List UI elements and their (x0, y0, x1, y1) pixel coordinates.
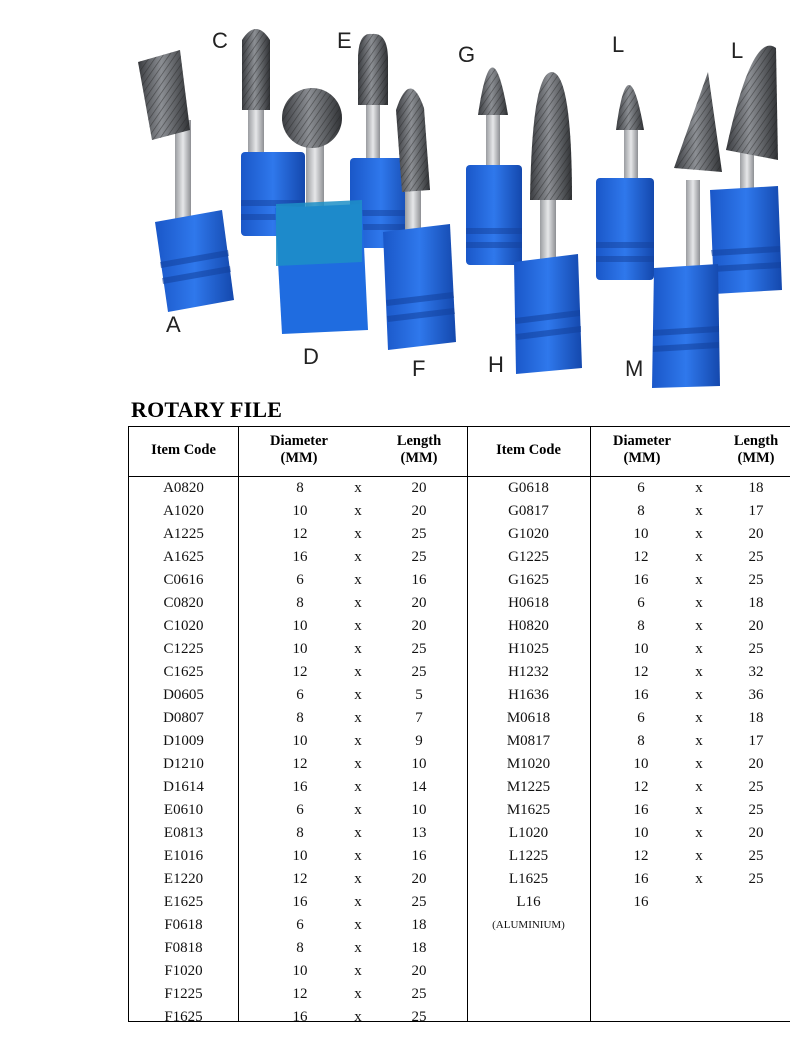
cell-times: x (354, 480, 362, 496)
cell-item-code: D0807 (163, 710, 204, 726)
cell-item-code: H1025 (508, 641, 549, 657)
cell-item-code: D0605 (163, 687, 204, 703)
cell-item-code: E0610 (163, 802, 204, 818)
cell-length: 25 (748, 572, 764, 588)
cell-length: 32 (748, 664, 764, 680)
cell-times: x (354, 572, 362, 588)
cell-diameter: 16 (633, 572, 649, 588)
cell-length: 16 (411, 572, 427, 588)
cell-diameter: 10 (633, 526, 649, 542)
header-length-left (381, 433, 457, 467)
cell-diameter: 8 (637, 733, 645, 749)
cell-times: x (354, 503, 362, 519)
cell-diameter: 12 (633, 779, 649, 795)
burr-l-left (596, 85, 654, 280)
cell-diameter: 8 (296, 480, 304, 496)
cell-length: 18 (748, 480, 764, 496)
cell-item-code: L16 (516, 894, 541, 910)
cell-diameter: 16 (292, 1009, 308, 1025)
cell-times: x (354, 664, 362, 680)
cell-length: 25 (411, 664, 427, 680)
header-diameter-unit: (MM) (623, 450, 661, 466)
header-length-label: Length (396, 433, 442, 449)
cell-item-code: H0820 (508, 618, 549, 634)
cell-times (684, 914, 714, 937)
photo-letter-c: C (212, 28, 228, 53)
cell-item-code: M1625 (506, 802, 551, 818)
cell-item-code: L1225 (508, 848, 549, 864)
cell-item-code: E1016 (163, 848, 204, 864)
cell-length: 20 (411, 618, 427, 634)
cell-diameter: 16 (292, 779, 308, 795)
cell-length: 18 (411, 940, 427, 956)
cell-length: 25 (748, 779, 764, 795)
cell-times: x (695, 664, 703, 680)
cell-diameter: 10 (292, 618, 308, 634)
cell-item-code: M0618 (506, 710, 551, 726)
cell-item-code: A1225 (163, 526, 204, 542)
cell-times: x (695, 618, 703, 634)
cell-item-code: M1225 (506, 779, 551, 795)
cell-diameter: 12 (292, 526, 308, 542)
cell-times: x (695, 871, 703, 887)
cell-diameter: 8 (637, 618, 645, 634)
cell-diameter: 10 (633, 756, 649, 772)
cell-times: x (695, 549, 703, 565)
cell-length (721, 914, 790, 937)
cell-length: 20 (748, 825, 764, 841)
cell-item-code: A0820 (163, 480, 204, 496)
cell-diameter: 10 (633, 825, 649, 841)
photo-letter-f: F (412, 356, 426, 381)
cell-diameter: 16 (633, 871, 649, 887)
cell-diameter: 10 (292, 848, 308, 864)
cell-times: x (354, 871, 362, 887)
cell-item-code: G1625 (508, 572, 549, 588)
cell-times: x (354, 802, 362, 818)
cell-diameter: 6 (637, 710, 645, 726)
cell-length: 10 (411, 802, 427, 818)
cell-item-code: M0817 (506, 733, 551, 749)
photo-letter-m: M (625, 356, 644, 381)
cell-times: x (354, 733, 362, 749)
cell-length: 18 (411, 917, 427, 933)
cell-item-code: H0618 (508, 595, 549, 611)
cell-times: x (695, 687, 703, 703)
cell-diameter: 10 (292, 641, 308, 657)
cell-length: 17 (748, 503, 764, 519)
cell-item-code: E0813 (163, 825, 204, 841)
cell-diameter: 12 (292, 986, 308, 1002)
cell-diameter: 16 (292, 549, 308, 565)
header-diameter-left (251, 433, 347, 467)
header-diameter-label: Diameter (613, 433, 671, 449)
cell-length: 36 (748, 687, 764, 703)
cell-times: x (695, 733, 703, 749)
cell-length: 20 (748, 618, 764, 634)
cell-diameter: 6 (637, 480, 645, 496)
cell-item-code: C0616 (163, 572, 204, 588)
cell-item-code: G1020 (508, 526, 549, 542)
cell-length: 25 (748, 802, 764, 818)
cell-length (721, 891, 790, 914)
cell-diameter: 6 (637, 595, 645, 611)
burr-m (652, 72, 722, 388)
col-divider (590, 427, 591, 1021)
cell-times: x (354, 641, 362, 657)
photo-letter-e: E (337, 28, 352, 53)
cell-times: x (354, 894, 362, 910)
page-title: ROTARY FILE (131, 397, 283, 422)
cell-length: 20 (411, 595, 427, 611)
cell-times: x (695, 802, 703, 818)
cell-diameter: 12 (292, 756, 308, 772)
photo-letter-d: D (303, 344, 319, 369)
cell-times: x (354, 963, 362, 979)
cell-item-code: F0818 (164, 940, 203, 956)
cell-item-code: A1625 (163, 549, 204, 565)
cell-times: x (354, 756, 362, 772)
cell-times: x (354, 917, 362, 933)
photo-letter-l-left: L (612, 32, 625, 57)
cell-diameter: 10 (292, 503, 308, 519)
cell-diameter: 8 (296, 595, 304, 611)
cell-length: 25 (411, 641, 427, 657)
cell-item-code: E1625 (163, 894, 204, 910)
cell-length: 10 (411, 756, 427, 772)
cell-length: 5 (415, 687, 423, 703)
cell-length: 20 (411, 871, 427, 887)
cell-length: 25 (411, 986, 427, 1002)
cell-times: x (354, 825, 362, 841)
cell-length: 7 (415, 710, 423, 726)
header-length-label: Length (733, 433, 779, 449)
header-item-code-left: Item Code (151, 442, 216, 458)
cell-length: 20 (411, 480, 427, 496)
cell-item-code: C1625 (163, 664, 204, 680)
cell-times: x (354, 986, 362, 1002)
cell-times: x (695, 756, 703, 772)
cell-diameter: 16 (633, 894, 649, 910)
cell-length: 13 (411, 825, 427, 841)
cell-diameter: 16 (292, 894, 308, 910)
cell-diameter: 12 (633, 549, 649, 565)
cell-times: x (695, 641, 703, 657)
cell-length: 18 (748, 710, 764, 726)
cell-length: 9 (415, 733, 423, 749)
cell-times: x (695, 825, 703, 841)
cell-item-code: A1020 (163, 503, 204, 519)
cell-times: x (354, 595, 362, 611)
burr-h (514, 72, 582, 374)
cell-diameter: 6 (296, 572, 304, 588)
cell-item-code: F1625 (164, 1009, 203, 1025)
cell-diameter: 10 (633, 641, 649, 657)
cell-length: 25 (411, 1009, 427, 1025)
cell-length: 17 (748, 733, 764, 749)
spec-table (128, 426, 790, 1025)
header-length-unit: (MM) (737, 450, 775, 466)
cell-item-code: (ALUMINIUM) (492, 919, 565, 931)
cell-diameter: 12 (633, 848, 649, 864)
cell-diameter: 8 (637, 503, 645, 519)
cell-diameter: 6 (296, 802, 304, 818)
cell-item-code: H1232 (508, 664, 549, 680)
cell-item-code: L1625 (508, 871, 549, 887)
cell-times: x (695, 779, 703, 795)
header-diameter-label: Diameter (270, 433, 328, 449)
cell-times: x (695, 480, 703, 496)
cell-length: 25 (748, 871, 764, 887)
cell-length: 25 (411, 549, 427, 565)
cell-diameter: 12 (292, 871, 308, 887)
cell-diameter: 16 (633, 802, 649, 818)
cell-item-code: C0820 (163, 595, 204, 611)
burr-a (138, 50, 234, 312)
cell-item-code: D1009 (163, 733, 204, 749)
product-photo (0, 0, 790, 395)
header-diameter-right (590, 433, 694, 467)
cell-length: 20 (411, 503, 427, 519)
cell-item-code: G0618 (508, 480, 549, 496)
cell-diameter: 8 (296, 825, 304, 841)
cell-length: 20 (748, 526, 764, 542)
cell-item-code: C1020 (163, 618, 204, 634)
cell-times: x (695, 572, 703, 588)
cell-times: x (354, 687, 362, 703)
cell-length: 25 (411, 894, 427, 910)
cell-length: 25 (748, 848, 764, 864)
cell-times: x (354, 526, 362, 542)
cell-diameter (605, 914, 677, 937)
cell-item-code: M1020 (506, 756, 551, 772)
col-divider (238, 427, 239, 1021)
cell-item-code: H1636 (508, 687, 549, 703)
cell-item-code: D1210 (163, 756, 204, 772)
cell-item-code: F1020 (164, 963, 203, 979)
cell-times: x (695, 526, 703, 542)
cell-item-code: D1614 (163, 779, 204, 795)
cell-times: x (695, 503, 703, 519)
cell-times: x (354, 549, 362, 565)
cell-times: x (354, 710, 362, 726)
cell-times: x (695, 595, 703, 611)
cell-times: x (354, 618, 362, 634)
cell-diameter: 16 (633, 687, 649, 703)
burr-g (466, 68, 522, 266)
cell-times (684, 891, 714, 914)
photo-letter-l-right: L (731, 38, 744, 63)
cell-diameter: 6 (296, 687, 304, 703)
cell-times: x (354, 940, 362, 956)
header-length-unit: (MM) (400, 450, 438, 466)
cell-times: x (695, 710, 703, 726)
cell-diameter: 8 (296, 940, 304, 956)
cell-diameter: 6 (296, 917, 304, 933)
header-diameter-unit: (MM) (280, 450, 318, 466)
cell-item-code: G1225 (508, 549, 549, 565)
cell-length: 18 (748, 595, 764, 611)
cell-length: 16 (411, 848, 427, 864)
cell-diameter: 12 (633, 664, 649, 680)
cell-diameter: 12 (292, 664, 308, 680)
photo-letter-g: G (458, 42, 476, 67)
burr-d (275, 88, 368, 334)
header-item-code-right: Item Code (496, 442, 561, 458)
cell-item-code: F1225 (164, 986, 203, 1002)
cell-item-code: C1225 (163, 641, 204, 657)
cell-item-code: E1220 (163, 871, 204, 887)
cell-diameter: 10 (292, 733, 308, 749)
header-length-right (721, 433, 790, 467)
cell-length: 25 (748, 641, 764, 657)
cell-diameter: 10 (292, 963, 308, 979)
photo-letter-a: A (166, 312, 181, 337)
cell-diameter: 8 (296, 710, 304, 726)
cell-times: x (695, 848, 703, 864)
cell-length: 25 (411, 526, 427, 542)
cell-times: x (354, 848, 362, 864)
cell-length: 14 (411, 779, 427, 795)
photo-letter-h: H (488, 352, 504, 377)
cell-item-code: F0618 (164, 917, 203, 933)
cell-length: 20 (411, 963, 427, 979)
cell-item-code: G0817 (508, 503, 549, 519)
cell-times: x (354, 1009, 362, 1025)
cell-times: x (354, 779, 362, 795)
cell-item-code: L1020 (508, 825, 549, 841)
cell-length: 20 (748, 756, 764, 772)
cell-length: 25 (748, 549, 764, 565)
